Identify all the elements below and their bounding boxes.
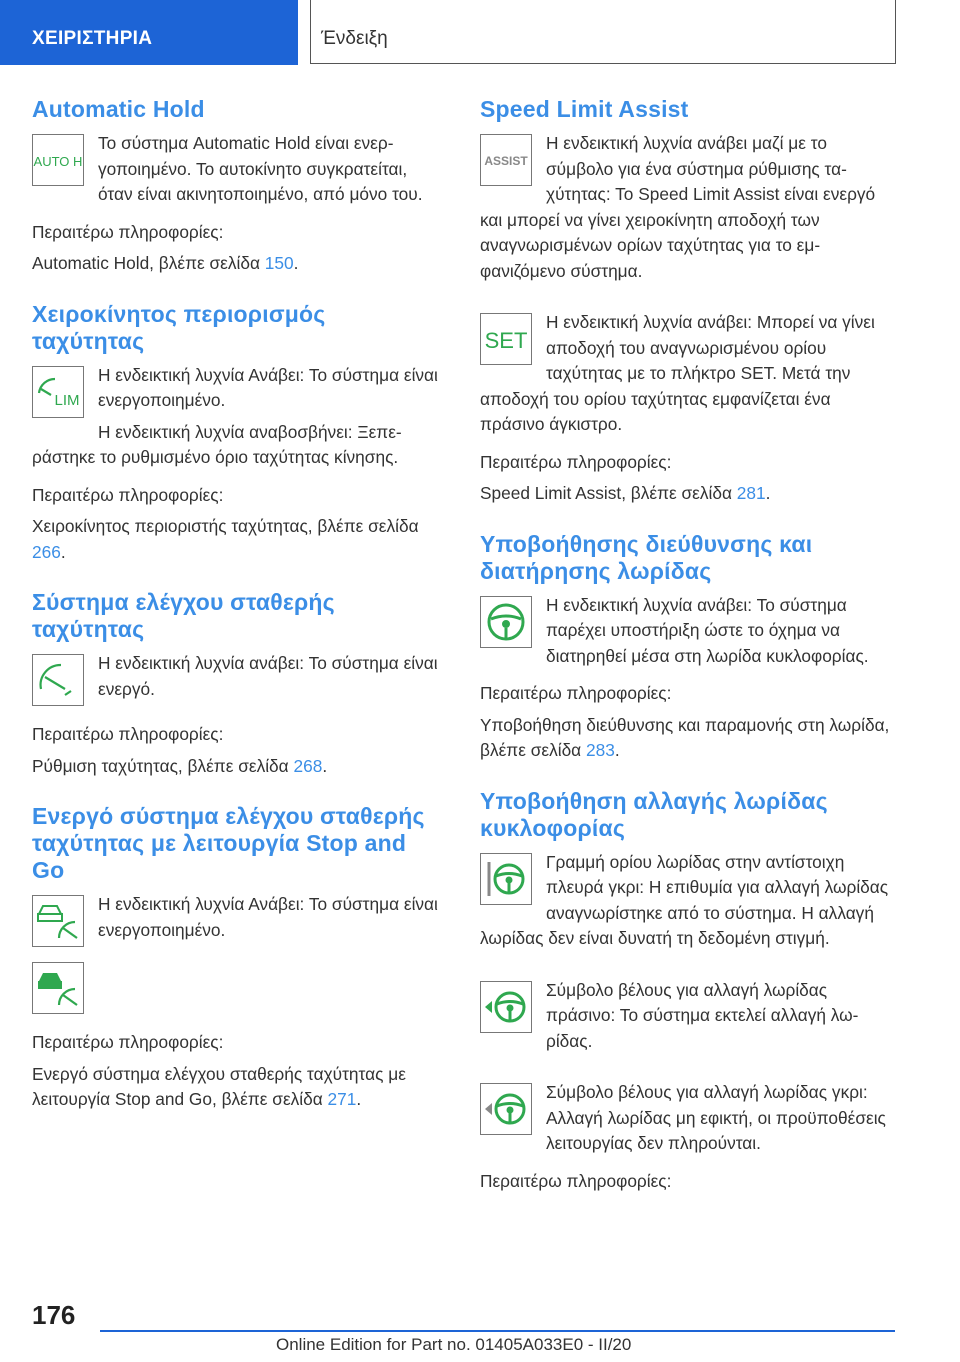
sla-page-link[interactable]: 281 [736,483,766,503]
lane-change-heading: Υποβοήθηση αλλαγής λωρίδας κυκλοφορίας [480,787,828,841]
lane-change-entry-1 [480,850,892,952]
auto-hold-more-info: Περαιτέρω πληροφορίες: [32,221,224,242]
limiter-description-2: Η ενδεικτική λυχνία αναβοσβήνει: Ξεπεράστηκε το ρυθμισμένο όριο ταχύτητας κίνησης. [32,421,402,467]
lane-change-entry-2 [480,978,892,1055]
cruise-entry [32,651,444,710]
limiter-reference: Χειροκίνητος περιοριστής ταχύτητας, βλέπε σελίδα 266. [32,516,419,562]
cruise-reference: Ρύθμιση ταχύτητας, βλέπε σελίδα 268. [32,755,328,776]
limiter-indicator-icon [32,366,84,418]
sla-set-icon [480,313,532,365]
cruise-page-link[interactable]: 268 [293,755,323,776]
lane-change-arrow-green-icon [480,981,532,1033]
acc-description: Η ενδεικτική λυχνία Ανάβει: Το σύστημα είναι ενεργοποιημένο. [98,894,438,940]
lane-change-entry-3 [480,1080,892,1157]
header-section-tab [0,0,298,65]
limiter-heading: Χειροκίνητος περιορισμός ταχύτητας [32,300,326,354]
lane-change-description-1: Γραμμή ορίου λωρίδας στην αντίστοιχη πλευρά γκρι: Η επιθυμία για αλλαγή λωρίδας αναγνωρίστηκε από το σύστημα. Η αλλαγή λωρίδας δεν είναι δυνατή τη δεδομένη στιγμή. [480,851,889,948]
sla-more-info: Περαιτέρω πληροφορίες: [480,451,672,472]
acc-heading: Ενεργό σύστημα ελέγχου σταθερής ταχύτητας με λειτουργία Stop and Go [32,803,425,883]
header-chapter-box [310,0,896,64]
footer-rule [100,1330,895,1332]
acc-entry-2 [32,959,444,1018]
cruise-heading: Σύστημα ελέγχου σταθερής ταχύτητας [32,589,335,642]
acc-entry [32,892,444,951]
sla-entry-2 [480,310,892,438]
lane-keep-description: Η ενδεικτική λυχνία ανάβει: Το σύστημα παρέχει υποστήριξη ώστε το όχημα να διατηρηθεί μέσα στη λωρίδα κυκλοφορίας. [546,594,869,666]
lane-keep-reference: Υποβοήθηση διεύθυνσης και παραμονής στη λωρίδα, βλέπε σελίδα 283. [480,714,890,760]
right-column [480,96,892,1194]
limiter-description-1: Η ενδεικτική λυχνία Ανάβει: Το σύστημα είναι ενεργοποιημένο. [98,364,438,410]
auto-hold-entry [32,131,444,208]
left-column [32,96,444,1113]
steering-wheel-green-icon [480,596,532,648]
cruise-control-icon [32,654,84,706]
lane-change-description-2: Σύμβολο βέλους για αλλαγή λωρίδας πράσινο: Το σύστημα εκτελεί αλλαγή λωρίδας. [546,979,859,1051]
header-chapter-label: Ένδειξη [321,28,388,49]
cruise-more-info: Περαιτέρω πληροφορίες: [32,724,224,744]
sla-description-1: Η ενδεικτική λυχνία ανάβει μαζί με το σύμβολο για ένα σύστημα ρύθμισης ταχύτητας: Το Speed Limit Assist είναι ενεργό και μπορεί να γίνει χειροκίνητη αποδοχή των αναγνωρισμένων ορίων ταχύτητας για το εμφανιζόμενο σύστημα. [480,133,876,281]
lane-change-more-info: Περαιτέρω πληροφορίες: [480,1170,672,1191]
header-section-label: ΧΕΙΡΙΣΤΗΡΙΑ [32,28,153,49]
auto-hold-heading: Automatic Hold [32,96,205,122]
limiter-entry [32,363,444,471]
auto-hold-icon-text: AUTO H [33,154,83,169]
sla-assist-icon-text: ASSIST [484,154,528,168]
acc-filled-icon [32,962,84,1014]
footer-edition: Online Edition for Part no. 01405A033E0 - II/20 [276,1335,632,1354]
lane-change-arrow-gray-icon [480,1083,532,1135]
sla-heading: Speed Limit Assist [480,96,689,122]
lane-change-description-3: Σύμβολο βέλους για αλλαγή λωρίδας γκρι: Αλλαγή λωρίδας μη εφικτή, οι προϋποθέσεις λειτουργίας δεν πληρούνται. [546,1082,886,1153]
auto-hold-page-link[interactable]: 150 [264,253,294,273]
acc-reference: Ενεργό σύστημα ελέγχου σταθερής ταχύτητας με λειτουργία Stop and Go, βλέπε σελίδα 271. [32,1063,406,1109]
lane-keep-page-link[interactable]: 283 [585,740,615,760]
lane-keep-entry [480,593,892,670]
acc-page-link[interactable]: 271 [327,1089,357,1109]
acc-outline-icon [32,895,84,947]
auto-hold-reference: Automatic Hold, βλέπε σελίδα 150. [32,253,299,273]
page-number: 176 [32,1300,76,1330]
limiter-more-info: Περαιτέρω πληροφορίες: [32,484,224,505]
auto-hold-indicator-icon [32,134,84,186]
sla-assist-icon [480,134,532,186]
sla-set-icon-text: SET [484,328,528,353]
sla-description-2: Η ενδεικτική λυχνία ανάβει: Μπορεί να γίνει αποδοχή του αναγνωρισμένου ορίου ταχύτητας με το πλήκτρο SET. Μετά την αποδοχή του ορίου ταχύτητας εμφανίζεται ένα πράσινο άγκιστρο. [480,312,875,434]
lane-keep-more-info: Περαιτέρω πληροφορίες: [480,683,672,703]
auto-hold-description: Το σύστημα Automatic Hold είναι ενεργοποιημένο. Το αυτοκίνητο συγκρατείται, όταν είναι ακινητοποιημένο, από μόνο του. [98,133,423,204]
limiter-icon-text: LIM [54,391,80,409]
acc-more-info: Περαιτέρω πληροφορίες: [32,1032,224,1052]
sla-entry-1 [480,131,892,284]
lane-keep-heading: Υποβοήθησης διεύθυνσης και διατήρησης λωρίδας [480,530,813,584]
limiter-page-link[interactable]: 266 [32,541,61,562]
sla-reference: Speed Limit Assist, βλέπε σελίδα 281. [480,483,771,503]
cruise-description: Η ενδεικτική λυχνία ανάβει: Το σύστημα είναι ενεργό. [98,653,438,699]
steering-wheel-gray-lane-icon [480,853,532,905]
